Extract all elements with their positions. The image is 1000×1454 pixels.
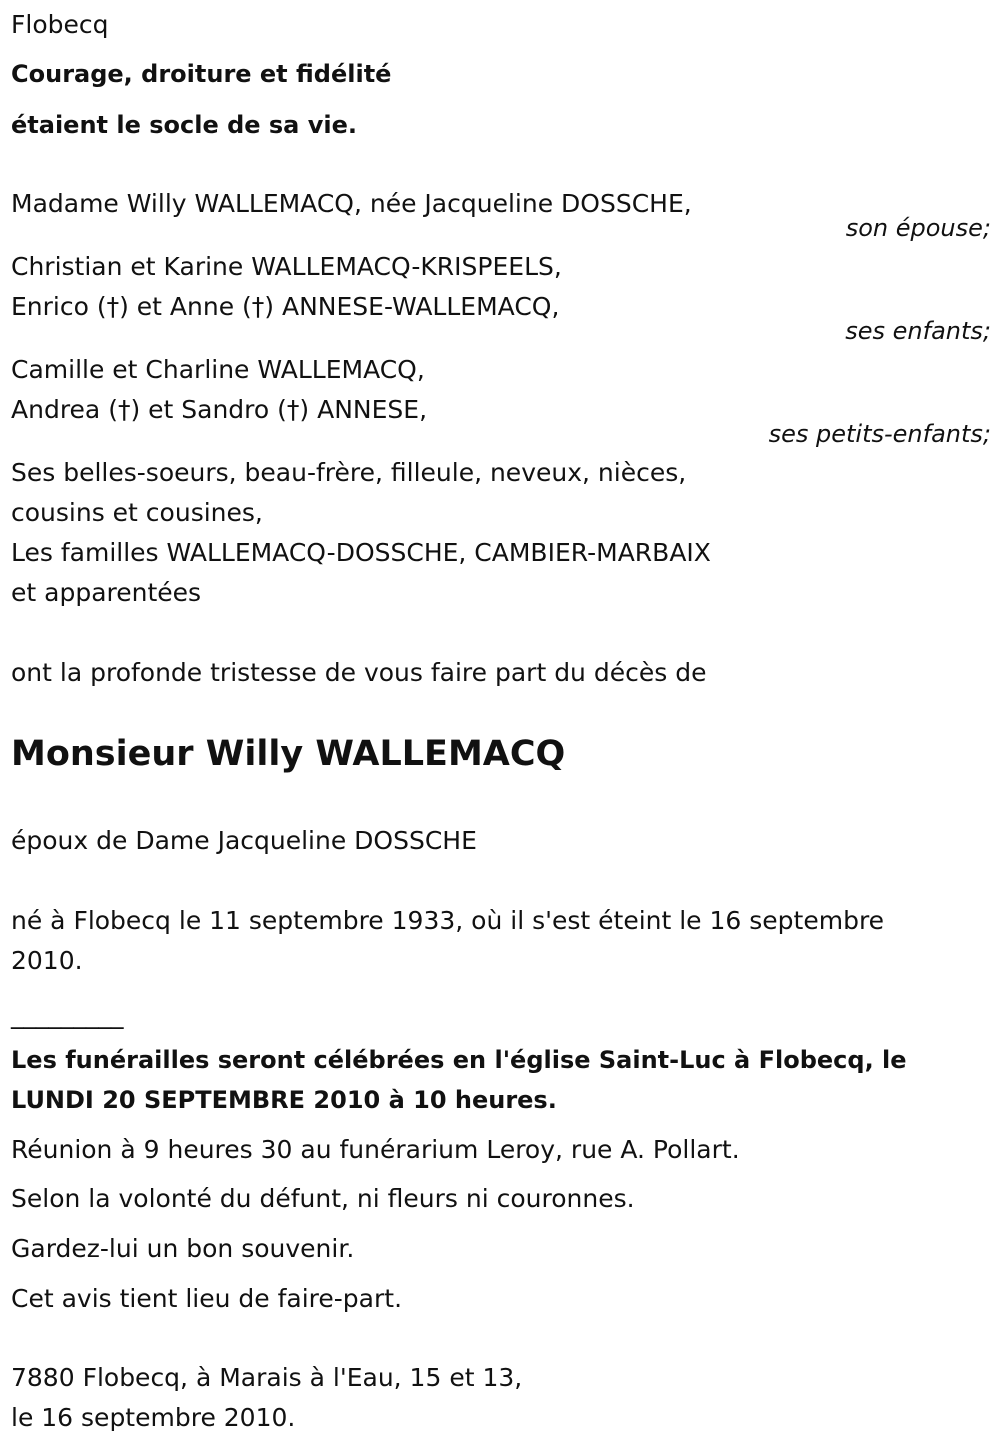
funeral-line-2: LUNDI 20 SEPTEMBRE 2010 à 10 heures.	[11, 1086, 557, 1114]
address-line-1: 7880 Flobecq, à Marais à l'Eau, 15 et 13,	[11, 1363, 523, 1392]
deceased-name: Monsieur Willy WALLEMACQ	[11, 734, 566, 774]
address-line-2: le 16 septembre 2010.	[11, 1403, 296, 1432]
others-line-2: cousins et cousines,	[11, 498, 263, 527]
birth-death-line-2: 2010.	[11, 946, 83, 975]
motto-line-2: étaient le socle de sa vie.	[11, 111, 357, 139]
others-line-3: Les familles WALLEMACQ-DOSSCHE, CAMBIER-MARBAIX	[11, 538, 711, 567]
detail-notice: Cet avis tient lieu de faire-part.	[11, 1284, 403, 1313]
detail-gathering: Réunion à 9 heures 30 au funérarium Leroy, rue A. Pollart.	[11, 1135, 740, 1164]
children-relation: ses enfants;	[845, 317, 991, 345]
grandchildren-line-2: Andrea (†) et Sandro (†) ANNESE,	[11, 395, 428, 424]
spouse-line: Madame Willy WALLEMACQ, née Jacqueline DOSSCHE,	[11, 189, 692, 218]
spouse-relation: son épouse;	[845, 214, 991, 242]
birth-death-line-1: né à Flobecq le 11 septembre 1933, où il s'est éteint le 16 septembre	[11, 906, 885, 935]
spouse-of: époux de Dame Jacqueline DOSSCHE	[11, 826, 477, 855]
motto-line-1: Courage, droiture et fidélité	[11, 60, 392, 88]
others-line-4: et apparentées	[11, 578, 202, 607]
detail-remembrance: Gardez-lui un bon souvenir.	[11, 1234, 355, 1263]
announcement: ont la profonde tristesse de vous faire part du décès de	[11, 658, 707, 687]
grandchildren-relation: ses petits-enfants;	[768, 420, 991, 448]
children-line-1: Christian et Karine WALLEMACQ-KRISPEELS,	[11, 252, 562, 281]
children-line-2: Enrico (†) et Anne (†) ANNESE-WALLEMACQ,	[11, 292, 560, 321]
detail-no-flowers: Selon la volonté du défunt, ni fleurs ni couronnes.	[11, 1184, 635, 1213]
others-line-1: Ses belles-soeurs, beau-frère, filleule, neveux, nièces,	[11, 458, 687, 487]
separator: _________	[11, 1000, 124, 1029]
funeral-line-1: Les funérailles seront célébrées en l'église Saint-Luc à Flobecq, le	[11, 1046, 907, 1074]
location: Flobecq	[11, 10, 109, 39]
grandchildren-line-1: Camille et Charline WALLEMACQ,	[11, 355, 425, 384]
